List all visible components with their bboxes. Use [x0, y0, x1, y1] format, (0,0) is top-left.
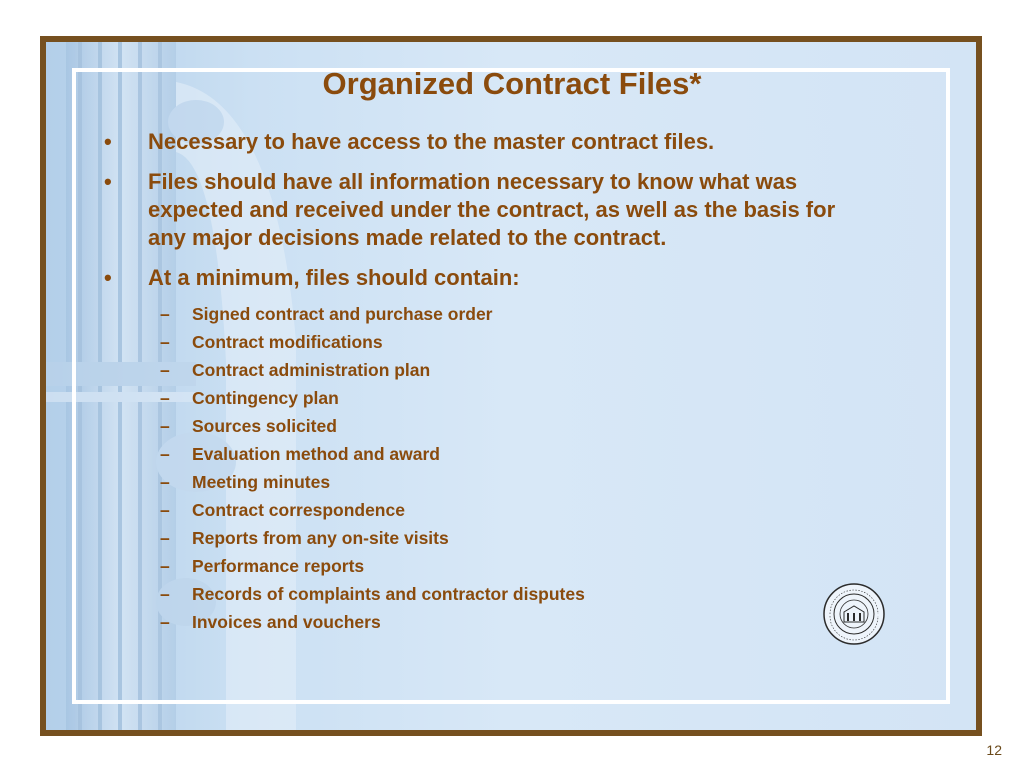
sub-item-text: Meeting minutes — [192, 472, 331, 492]
sub-item-text: Records of complaints and contractor disputes — [192, 584, 585, 604]
dash-glyph: – — [160, 584, 170, 604]
bullet-text: At a minimum, files should contain: — [148, 265, 520, 290]
dash-glyph: – — [160, 388, 170, 408]
sub-item — [104, 552, 864, 580]
sub-item-text: Contract modifications — [192, 332, 383, 352]
bullet-glyph: • — [104, 265, 112, 290]
dash-glyph: – — [160, 612, 170, 632]
department-of-audits-seal-icon — [822, 582, 886, 646]
bullet-glyph: • — [104, 129, 112, 154]
bullet-item — [104, 128, 864, 156]
dash-glyph: – — [160, 416, 170, 436]
sub-item — [104, 524, 864, 552]
sub-item-text: Performance reports — [192, 556, 365, 576]
dash-glyph: – — [160, 500, 170, 520]
dash-glyph: – — [160, 444, 170, 464]
sub-item — [104, 356, 864, 384]
bullet-item — [104, 168, 864, 252]
sub-item — [104, 440, 864, 468]
dash-glyph: – — [160, 304, 170, 324]
dash-glyph: – — [160, 556, 170, 576]
sub-item — [104, 412, 864, 440]
sub-item — [104, 328, 864, 356]
sub-item — [104, 300, 864, 328]
sub-item-text: Evaluation method and award — [192, 444, 440, 464]
sub-item-text: Contingency plan — [192, 388, 339, 408]
sub-item-list — [104, 300, 864, 636]
dash-glyph: – — [160, 360, 170, 380]
sub-item — [104, 496, 864, 524]
page-number: 12 — [986, 742, 1002, 758]
bullet-text: Files should have all information necessary to know what was expected and received under the contract, as well as the basis for any major decisions made related to the contract. — [148, 169, 836, 250]
sub-item-text: Signed contract and purchase order — [192, 304, 493, 324]
sub-item-text: Contract administration plan — [192, 360, 431, 380]
bullet-glyph: • — [104, 169, 112, 194]
slide-content — [104, 128, 864, 636]
sub-item — [104, 384, 864, 412]
sub-item — [104, 468, 864, 496]
bullet-item — [104, 264, 864, 292]
dash-glyph: – — [160, 528, 170, 548]
bullet-text: Necessary to have access to the master contract files. — [148, 129, 715, 154]
sub-item-text: Sources solicited — [192, 416, 337, 436]
sub-item-text: Invoices and vouchers — [192, 612, 381, 632]
sub-item-text: Reports from any on-site visits — [192, 528, 449, 548]
sub-item — [104, 608, 864, 636]
dash-glyph: – — [160, 332, 170, 352]
dash-glyph: – — [160, 472, 170, 492]
sub-item-text: Contract correspondence — [192, 500, 405, 520]
sub-item — [104, 580, 864, 608]
slide-title: Organized Contract Files* — [322, 66, 702, 101]
